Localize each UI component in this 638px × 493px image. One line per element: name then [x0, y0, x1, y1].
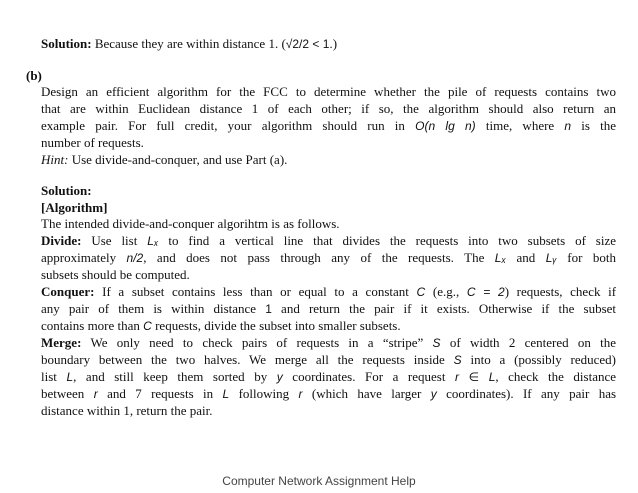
merge-text: into a (possibly reduced) [470, 352, 616, 367]
conquer-text: requests, divide the subset into smaller subsets. [155, 318, 401, 333]
merge-text: We only need to check pairs of requests in a “stripe” [90, 335, 424, 350]
question-line-1: Design an efficient algorithm for the FCC to determine whether the pile of requests contains two [41, 84, 616, 99]
divide-line-3: subsets should be computed. [41, 267, 190, 282]
merge-text: following [238, 386, 290, 401]
divide-line-1 [41, 233, 616, 249]
hint-line [41, 152, 616, 168]
math-expression: y [276, 370, 283, 384]
math-expression: Lₓ [147, 234, 159, 248]
question-line-3 [41, 118, 616, 134]
solution-text: Because they are within distance 1. ( [94, 36, 286, 51]
math-expression: r [298, 387, 303, 401]
math-expression: r ∈ L [455, 370, 496, 384]
question-text: example pair. For full credit, your algorithm should run in [41, 118, 405, 133]
conquer-label: Conquer: [41, 284, 95, 299]
merge-text: between [41, 386, 85, 401]
merge-text: of width 2 centered on the [449, 335, 616, 350]
math-expression: L [66, 370, 74, 384]
math-expression: C = 2 [466, 285, 505, 299]
part-b-label: (b) [26, 68, 42, 83]
divide-label: Divide: [41, 233, 82, 248]
conquer-line-3 [41, 318, 616, 334]
divide-line-2 [41, 250, 616, 266]
math-expression: S [432, 336, 441, 350]
math-expression: L [222, 387, 230, 401]
intro-line: The intended divide-and-conquer algorihtm is as follows. [41, 216, 340, 231]
divide-text: , and does not pass through any of the requests. The [143, 250, 485, 265]
merge-line-5: distance within 1, return the pair. [41, 403, 213, 418]
part-a-solution-line [41, 36, 616, 52]
conquer-text: any pair of them is within distance [41, 301, 257, 316]
divide-text: approximately [41, 250, 117, 265]
conquer-text: contains more than [41, 318, 140, 333]
math-expression: √2/2 < 1. [285, 37, 333, 51]
conquer-line-1 [41, 284, 616, 300]
divide-text: Use list [91, 233, 138, 248]
math-expression: n/2 [126, 251, 144, 265]
merge-text: boundary between the two halves. We merge all the requests inside [41, 352, 445, 367]
divide-text: to find a vertical line that divides the requests into two subsets of size [168, 233, 616, 248]
merge-text: coordinates. For a request [292, 369, 446, 384]
merge-text: list [41, 369, 57, 384]
merge-text: , and still keep them sorted by [73, 369, 268, 384]
hint-text: Use divide-and-conquer, and use Part (a). [71, 152, 288, 167]
math-expression: O(n lg n) [415, 119, 476, 133]
divide-text: for both [567, 250, 616, 265]
merge-line-3 [41, 369, 616, 385]
math-expression: 1 [265, 302, 272, 316]
math-expression: Lₓ [494, 251, 507, 265]
solution-text-tail: ) [332, 36, 338, 51]
hint-label: Hint: [41, 152, 69, 167]
math-expression: Lᵧ [545, 251, 557, 265]
merge-text: (which have larger [311, 386, 422, 401]
merge-line-4 [41, 386, 616, 402]
footer-text: Computer Network Assignment Help [222, 474, 416, 488]
conquer-text: and return the pair if it exists. Otherwise if the subset [281, 301, 616, 316]
question-text: time, where [485, 118, 555, 133]
merge-label: Merge: [41, 335, 82, 350]
conquer-text: If a subset contains less than or equal to a constant [102, 284, 409, 299]
math-expression: n [564, 119, 572, 133]
merge-text: coordinates). If any pair has [446, 386, 616, 401]
math-expression: C [143, 319, 152, 333]
algorithm-label: [Algorithm] [41, 200, 108, 215]
merge-line-1 [41, 335, 616, 351]
math-expression: y [430, 387, 437, 401]
math-expression: r [93, 387, 98, 401]
merge-text: and 7 requests in [107, 386, 214, 401]
divide-text: and [516, 250, 536, 265]
math-expression: S [453, 353, 462, 367]
math-expression: C [416, 285, 426, 299]
merge-text: , check the distance [495, 369, 616, 384]
conquer-line-2 [41, 301, 616, 317]
conquer-text: (e.g., [432, 284, 460, 299]
solution-label: Solution: [41, 183, 92, 198]
question-line-4: number of requests. [41, 135, 144, 150]
conquer-text: ) requests, check if [504, 284, 616, 299]
question-text: is the [581, 118, 616, 133]
merge-line-2 [41, 352, 616, 368]
question-line-2: that are within Euclidean distance 1 of each other; if so, the algorithm should also return an [41, 101, 616, 116]
solution-label: Solution: [41, 36, 92, 51]
